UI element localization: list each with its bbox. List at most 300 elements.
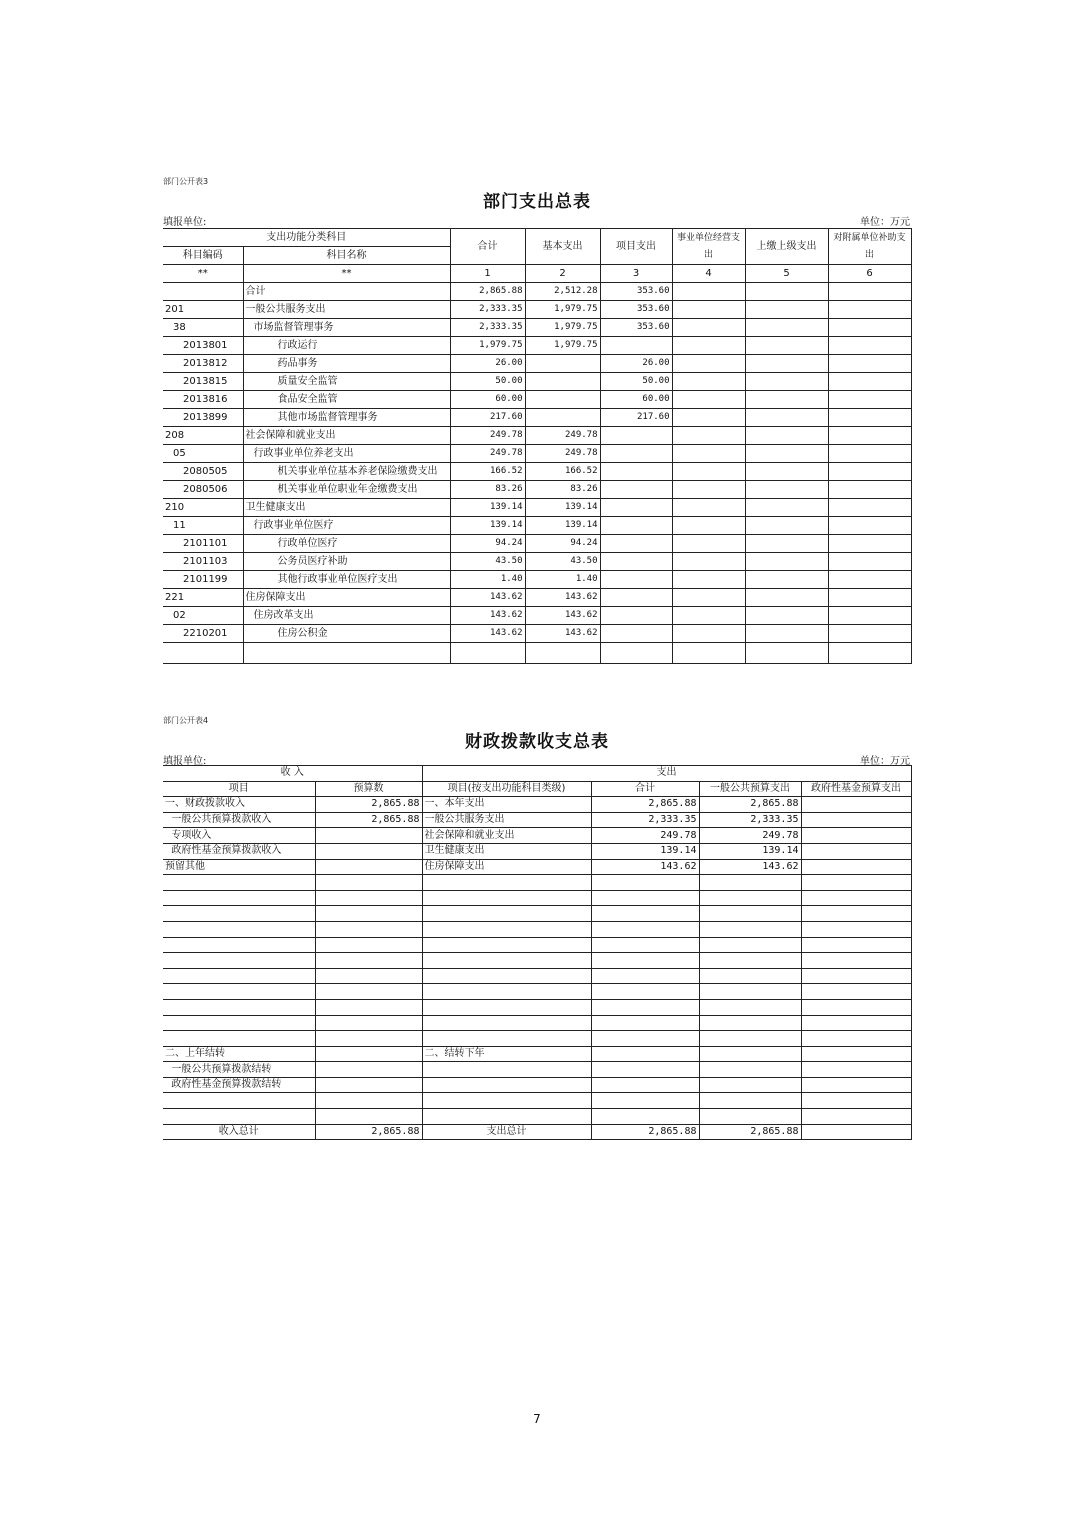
row-expense-total	[591, 968, 699, 984]
row-expense-general: 139.14	[699, 843, 801, 859]
row-project: 50.00	[600, 373, 672, 391]
row-business	[672, 571, 745, 589]
row-expense-total	[591, 999, 699, 1015]
row-project: 26.00	[600, 355, 672, 373]
row-income-budget	[315, 1062, 422, 1078]
table3-unit: 单位：万元	[860, 217, 910, 228]
row-basic: 43.50	[525, 553, 600, 571]
row-business	[672, 607, 745, 625]
table-row	[163, 812, 911, 828]
row-business	[672, 535, 745, 553]
row-superior	[745, 517, 828, 535]
row-income-item: 一般公共预算拨款结转	[163, 1062, 315, 1078]
row-name: 住房公积金	[243, 625, 450, 643]
row-expense-fund	[801, 1077, 911, 1093]
row-basic	[525, 391, 600, 409]
row-expense-total: 139.14	[591, 843, 699, 859]
row-basic: 143.62	[525, 589, 600, 607]
header-code: 科目编码	[163, 247, 243, 265]
row-income-item	[163, 906, 315, 922]
row-expense-total	[591, 953, 699, 969]
row-basic: 249.78	[525, 427, 600, 445]
row-superior	[745, 355, 828, 373]
row-basic: 2,512.28	[525, 283, 600, 301]
row-code: 2013812	[163, 355, 243, 373]
row-expense-general	[699, 1077, 801, 1093]
row-name: 药品事务	[243, 355, 450, 373]
row-business	[672, 445, 745, 463]
row-superior	[745, 391, 828, 409]
row-expense-total	[591, 875, 699, 891]
row-name: 食品安全监管	[243, 391, 450, 409]
row-superior	[745, 571, 828, 589]
row-income-budget	[315, 906, 422, 922]
row-expense-general: 249.78	[699, 828, 801, 844]
row-project	[600, 463, 672, 481]
table-row	[163, 953, 911, 969]
row-expense-fund	[801, 921, 911, 937]
row-business	[672, 409, 745, 427]
row-expense-fund	[801, 828, 911, 844]
row-expense-item	[422, 921, 591, 937]
row-basic: 1,979.75	[525, 301, 600, 319]
table-row	[163, 1077, 911, 1093]
header-function-group: 支出功能分类科目	[163, 229, 450, 247]
row-expense-item: 二、结转下年	[422, 1046, 591, 1062]
table-row	[163, 337, 911, 355]
row-business	[672, 481, 745, 499]
row-superior	[745, 445, 828, 463]
row-total: 2,333.35	[450, 301, 525, 319]
row-project	[600, 589, 672, 607]
row-basic: 1,979.75	[525, 319, 600, 337]
table-row	[163, 984, 911, 1000]
row-income-item: 政府性基金预算拨款结转	[163, 1077, 315, 1093]
row-code: 38	[163, 319, 243, 337]
row-project	[600, 607, 672, 625]
row-income-budget	[315, 968, 422, 984]
row-superior	[745, 625, 828, 643]
row-expense-total	[591, 921, 699, 937]
row-expense-general	[699, 1046, 801, 1062]
row-project: 353.60	[600, 283, 672, 301]
row-project	[600, 517, 672, 535]
row-expense-total	[591, 906, 699, 922]
table4-unit: 单位：万元	[860, 756, 910, 767]
row-code: 2013801	[163, 337, 243, 355]
row-expense-fund	[801, 953, 911, 969]
row-superior	[745, 499, 828, 517]
row-basic: 143.62	[525, 625, 600, 643]
row-expense-item	[422, 953, 591, 969]
table-row	[163, 319, 911, 337]
row-business	[672, 373, 745, 391]
row-income-item	[163, 968, 315, 984]
row-superior	[745, 589, 828, 607]
row-expense-total	[591, 1015, 699, 1031]
row-subsidy	[828, 337, 911, 355]
row-name: 机关事业单位基本养老保险缴费支出	[243, 463, 450, 481]
expenditure-summary-table	[163, 228, 912, 664]
table-row	[163, 427, 911, 445]
row-expense-item	[422, 1109, 591, 1125]
row-income-item: 专项收入	[163, 828, 315, 844]
table-row	[163, 445, 911, 463]
table-row	[163, 373, 911, 391]
row-name: 其他行政事业单位医疗支出	[243, 571, 450, 589]
table-row	[163, 890, 911, 906]
row-expense-item: 一、本年支出	[422, 797, 591, 813]
table-row	[163, 1093, 911, 1109]
header-exp-item: 项目(按支出功能科目类级)	[422, 781, 591, 797]
row-total: 139.14	[450, 499, 525, 517]
row-superior	[745, 337, 828, 355]
row-total: 249.78	[450, 427, 525, 445]
row-business	[672, 283, 745, 301]
row-total: 143.62	[450, 625, 525, 643]
table-row	[163, 301, 911, 319]
row-income-budget	[315, 937, 422, 953]
row-expense-general	[699, 1093, 801, 1109]
table-row	[163, 391, 911, 409]
header-expense: 支出	[422, 766, 911, 782]
row-superior	[745, 607, 828, 625]
row-income-budget	[315, 984, 422, 1000]
row-expense-fund	[801, 1046, 911, 1062]
row-income-budget	[315, 921, 422, 937]
row-basic: 139.14	[525, 517, 600, 535]
row-subsidy	[828, 499, 911, 517]
row-income-budget	[315, 1046, 422, 1062]
row-superior	[745, 463, 828, 481]
income-total-label: 收入总计	[163, 1124, 315, 1140]
row-code: 208	[163, 427, 243, 445]
index-cell: 5	[745, 265, 828, 283]
table-row	[163, 906, 911, 922]
row-project	[600, 535, 672, 553]
row-expense-item	[422, 1031, 591, 1047]
row-income-item	[163, 921, 315, 937]
row-business	[672, 517, 745, 535]
row-expense-item	[422, 1093, 591, 1109]
row-expense-fund	[801, 968, 911, 984]
row-total	[450, 643, 525, 664]
row-income-item: 预留其他	[163, 859, 315, 875]
row-income-item: 一般公共预算拨款收入	[163, 812, 315, 828]
row-code: 11	[163, 517, 243, 535]
row-subsidy	[828, 535, 911, 553]
row-project	[600, 499, 672, 517]
row-business	[672, 301, 745, 319]
table-row	[163, 843, 911, 859]
row-expense-fund	[801, 1031, 911, 1047]
row-project: 353.60	[600, 319, 672, 337]
row-expense-item	[422, 968, 591, 984]
table3-title: 部门支出总表	[483, 192, 591, 212]
row-expense-item: 住房保障支出	[422, 859, 591, 875]
row-business	[672, 463, 745, 481]
table-row	[163, 875, 911, 891]
row-subsidy	[828, 445, 911, 463]
row-name: 卫生健康支出	[243, 499, 450, 517]
header-exp-total: 合计	[591, 781, 699, 797]
income-total-value: 2,865.88	[315, 1124, 422, 1140]
row-code: 2101199	[163, 571, 243, 589]
row-total: 143.62	[450, 607, 525, 625]
table-row	[163, 553, 911, 571]
row-expense-item	[422, 875, 591, 891]
table3-fill-unit: 填报单位:	[163, 217, 207, 228]
row-subsidy	[828, 553, 911, 571]
row-income-budget	[315, 875, 422, 891]
row-code: 210	[163, 499, 243, 517]
row-name: 一般公共服务支出	[243, 301, 450, 319]
row-total: 26.00	[450, 355, 525, 373]
row-basic: 1.40	[525, 571, 600, 589]
row-expense-total	[591, 890, 699, 906]
row-basic: 94.24	[525, 535, 600, 553]
row-expense-general	[699, 875, 801, 891]
row-superior	[745, 319, 828, 337]
row-expense-item	[422, 906, 591, 922]
header-basic: 基本支出	[525, 229, 600, 265]
row-subsidy	[828, 643, 911, 664]
row-expense-general	[699, 1109, 801, 1125]
row-total: 2,333.35	[450, 319, 525, 337]
row-basic: 139.14	[525, 499, 600, 517]
row-income-budget	[315, 1031, 422, 1047]
row-income-budget	[315, 1109, 422, 1125]
row-superior	[745, 373, 828, 391]
row-income-budget	[315, 859, 422, 875]
row-name: 社会保障和就业支出	[243, 427, 450, 445]
table4-fill-unit: 填报单位:	[163, 756, 207, 767]
row-income-item: 一、财政拨款收入	[163, 797, 315, 813]
row-business	[672, 319, 745, 337]
row-expense-total	[591, 1109, 699, 1125]
row-total: 166.52	[450, 463, 525, 481]
row-project	[600, 625, 672, 643]
row-expense-total	[591, 937, 699, 953]
row-name	[243, 643, 450, 664]
row-expense-fund	[801, 812, 911, 828]
row-income-item	[163, 999, 315, 1015]
row-subsidy	[828, 301, 911, 319]
table-row	[163, 607, 911, 625]
row-superior	[745, 535, 828, 553]
row-total: 60.00	[450, 391, 525, 409]
row-expense-item: 社会保障和就业支出	[422, 828, 591, 844]
table-row	[163, 643, 911, 664]
row-total: 1.40	[450, 571, 525, 589]
row-project: 217.60	[600, 409, 672, 427]
row-project	[600, 337, 672, 355]
table-row	[163, 499, 911, 517]
index-cell: 4	[672, 265, 745, 283]
row-superior	[745, 427, 828, 445]
row-total: 43.50	[450, 553, 525, 571]
table-row	[163, 589, 911, 607]
row-expense-fund	[801, 906, 911, 922]
table-row	[163, 999, 911, 1015]
row-expense-general	[699, 1031, 801, 1047]
row-project	[600, 481, 672, 499]
row-project	[600, 571, 672, 589]
row-subsidy	[828, 283, 911, 301]
row-expense-fund	[801, 875, 911, 891]
row-superior	[745, 283, 828, 301]
row-superior	[745, 409, 828, 427]
row-name: 质量安全监管	[243, 373, 450, 391]
row-income-budget	[315, 953, 422, 969]
row-basic: 166.52	[525, 463, 600, 481]
row-expense-total: 2,865.88	[591, 797, 699, 813]
row-code: 2080506	[163, 481, 243, 499]
row-expense-item: 卫生健康支出	[422, 843, 591, 859]
row-subsidy	[828, 607, 911, 625]
row-name: 住房改革支出	[243, 607, 450, 625]
row-expense-general	[699, 906, 801, 922]
table-row	[163, 1015, 911, 1031]
row-total: 139.14	[450, 517, 525, 535]
row-expense-total	[591, 1077, 699, 1093]
row-superior	[745, 643, 828, 664]
row-expense-item	[422, 890, 591, 906]
row-expense-fund	[801, 797, 911, 813]
fiscal-appropriation-table	[163, 765, 912, 1140]
row-expense-general	[699, 999, 801, 1015]
row-basic	[525, 409, 600, 427]
row-code	[163, 643, 243, 664]
row-expense-item	[422, 984, 591, 1000]
row-subsidy	[828, 427, 911, 445]
header-fund: 政府性基金预算支出	[801, 781, 911, 797]
row-business	[672, 427, 745, 445]
row-expense-item	[422, 1077, 591, 1093]
header-total: 合计	[450, 229, 525, 265]
row-expense-item	[422, 1062, 591, 1078]
row-name: 市场监督管理事务	[243, 319, 450, 337]
row-income-item: 政府性基金预算拨款收入	[163, 843, 315, 859]
row-expense-fund	[801, 843, 911, 859]
row-expense-item	[422, 1015, 591, 1031]
row-income-item	[163, 890, 315, 906]
row-subsidy	[828, 355, 911, 373]
row-name: 行政事业单位养老支出	[243, 445, 450, 463]
row-superior	[745, 553, 828, 571]
table-row	[163, 625, 911, 643]
expense-fund-total	[801, 1124, 911, 1140]
row-income-item	[163, 984, 315, 1000]
row-business	[672, 391, 745, 409]
row-subsidy	[828, 481, 911, 499]
table-row	[163, 1046, 911, 1062]
row-basic: 1,979.75	[525, 337, 600, 355]
table-row	[163, 859, 911, 875]
index-cell: 2	[525, 265, 600, 283]
row-subsidy	[828, 625, 911, 643]
row-income-budget	[315, 1093, 422, 1109]
row-expense-general	[699, 968, 801, 984]
row-expense-total	[591, 1062, 699, 1078]
row-expense-general: 143.62	[699, 859, 801, 875]
row-expense-item	[422, 999, 591, 1015]
row-business	[672, 337, 745, 355]
row-subsidy	[828, 319, 911, 337]
row-code: 221	[163, 589, 243, 607]
row-income-item	[163, 953, 315, 969]
row-expense-general	[699, 937, 801, 953]
row-income-budget	[315, 890, 422, 906]
row-code: 2013815	[163, 373, 243, 391]
row-superior	[745, 481, 828, 499]
index-cell: **	[163, 265, 243, 283]
row-basic: 83.26	[525, 481, 600, 499]
row-expense-general: 2,333.35	[699, 812, 801, 828]
header-income: 收 入	[163, 766, 422, 782]
row-expense-general: 2,865.88	[699, 797, 801, 813]
row-income-item	[163, 937, 315, 953]
row-business	[672, 625, 745, 643]
table-row	[163, 355, 911, 373]
header-name: 科目名称	[243, 247, 450, 265]
header-item: 项目	[163, 781, 315, 797]
row-name: 机关事业单位职业年金缴费支出	[243, 481, 450, 499]
table-row	[163, 463, 911, 481]
row-basic	[525, 373, 600, 391]
table-row	[163, 828, 911, 844]
row-code: 2013899	[163, 409, 243, 427]
row-total: 50.00	[450, 373, 525, 391]
table-row	[163, 283, 911, 301]
row-total: 2,865.88	[450, 283, 525, 301]
page-number: 7	[533, 1412, 541, 1426]
row-code: 2101103	[163, 553, 243, 571]
row-expense-total: 2,333.35	[591, 812, 699, 828]
table-row	[163, 409, 911, 427]
row-business	[672, 355, 745, 373]
row-code: 2013816	[163, 391, 243, 409]
row-subsidy	[828, 589, 911, 607]
header-business: 事业单位经营支出	[672, 229, 745, 265]
table-row	[163, 797, 911, 813]
row-expense-total	[591, 1031, 699, 1047]
row-income-item	[163, 1109, 315, 1125]
row-project: 353.60	[600, 301, 672, 319]
row-income-budget	[315, 843, 422, 859]
header-superior: 上缴上级支出	[745, 229, 828, 265]
header-general: 一般公共预算支出	[699, 781, 801, 797]
row-total: 94.24	[450, 535, 525, 553]
table3-tag: 部门公开表3	[163, 177, 209, 186]
index-cell: 3	[600, 265, 672, 283]
table-row	[163, 1062, 911, 1078]
row-expense-general	[699, 1015, 801, 1031]
row-total: 249.78	[450, 445, 525, 463]
table-row	[163, 535, 911, 553]
row-expense-general	[699, 953, 801, 969]
row-business	[672, 643, 745, 664]
row-expense-total	[591, 1093, 699, 1109]
header-project: 项目支出	[600, 229, 672, 265]
row-name: 合计	[243, 283, 450, 301]
row-income-budget	[315, 999, 422, 1015]
row-code: 2210201	[163, 625, 243, 643]
row-expense-fund	[801, 1093, 911, 1109]
row-expense-fund	[801, 890, 911, 906]
table-row	[163, 968, 911, 984]
row-project: 60.00	[600, 391, 672, 409]
